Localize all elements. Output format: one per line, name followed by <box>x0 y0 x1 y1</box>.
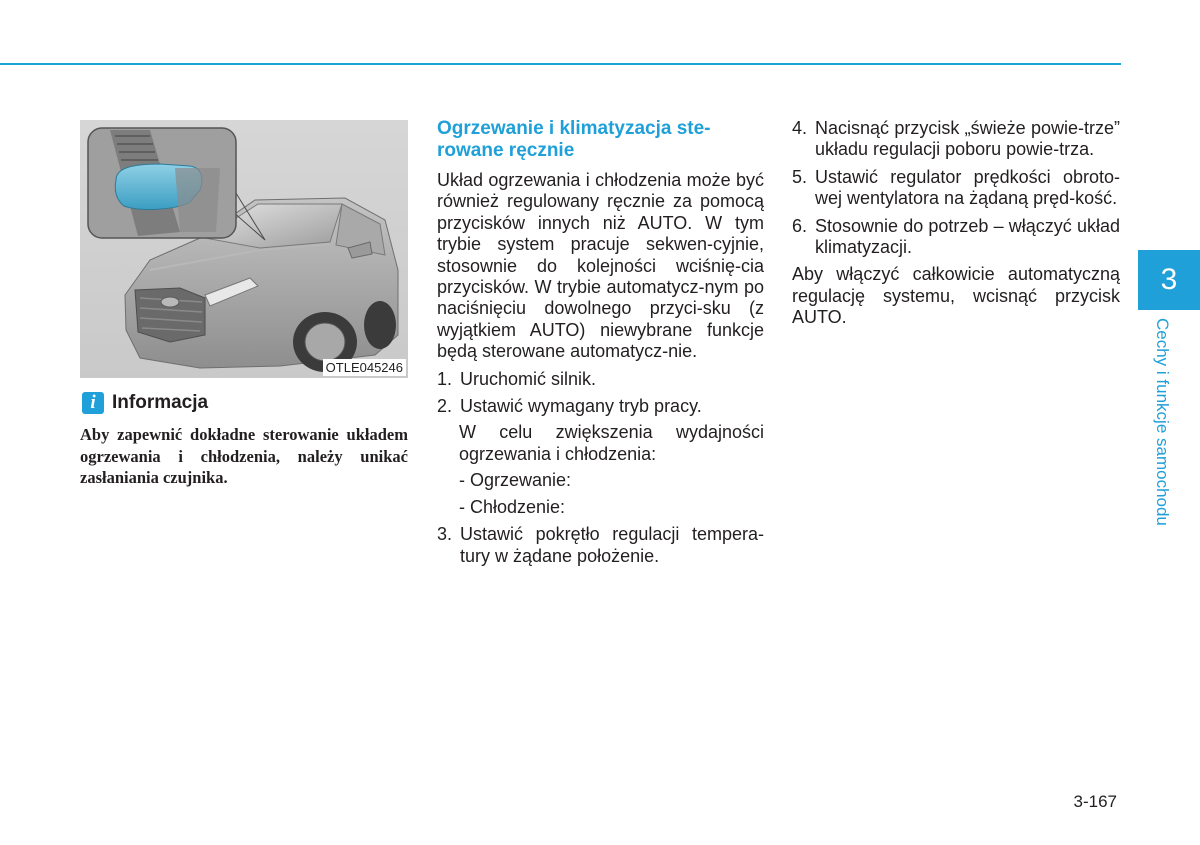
closing-paragraph: Aby włączyć całkowicie automatyczną regulację systemu, wcisnąć przycisk AUTO. <box>792 264 1120 328</box>
list-item <box>437 369 764 390</box>
page-number: 3-167 <box>1073 792 1117 811</box>
section-title: Ogrzewanie i klimatyzacja ste-rowane ręcznie <box>437 118 711 161</box>
info-title: Informacja <box>112 392 209 413</box>
figure-code: OTLE045246 <box>323 359 406 376</box>
car-illustration-svg <box>80 120 408 378</box>
list-number: 5. <box>792 166 808 187</box>
list-item <box>792 118 1120 161</box>
list-number: 1. <box>437 368 453 389</box>
info-heading <box>82 391 208 415</box>
list-text: Ustawić pokrętło regulacji tempera-tury w żądane położenie. <box>460 524 764 566</box>
list-text: Ustawić wymagany tryb pracy. <box>460 396 702 417</box>
step2-heating: - Ogrzewanie: <box>459 470 572 491</box>
chapter-label: Cechy i funkcje samochodu <box>1153 318 1172 526</box>
header-rule <box>0 63 1121 65</box>
step2-note: W celu zwiększenia wydajności ogrzewania i chłodzenia: <box>459 422 764 464</box>
list-number: 2. <box>437 396 453 417</box>
step2-cooling: - Chłodzenie: <box>459 496 566 517</box>
info-icon: i <box>82 392 104 414</box>
car-sensor-illustration <box>80 120 408 378</box>
list-text: Uruchomić silnik. <box>460 368 597 389</box>
list-text: Ustawić regulator prędkości obroto-wej wentylatora na żądaną pręd-kość. <box>815 166 1120 209</box>
section-intro: Układ ogrzewania i chłodzenia może być również regulowany ręcznie za pomocą przycisków innych niż AUTO. W tym trybie system pracuje sekwen-cyjnie, stosownie do kolejności wciśnię-cia przycisków. W trybie automatycz-nym po naciśnięciu dowolnego przyci-sku (z wyjątkiem AUTO) niewybrane funkcje będą sterowane automatycz-nie. <box>437 170 764 362</box>
list-number: 6. <box>792 215 808 236</box>
list-item <box>437 396 764 417</box>
list-text: Stosownie do potrzeb – włączyć układ klimatyzacji. <box>815 215 1120 258</box>
list-item <box>792 167 1120 210</box>
list-number: 4. <box>792 118 808 138</box>
main-column <box>437 118 764 567</box>
list-number: 3. <box>437 524 453 545</box>
right-column <box>792 118 1120 329</box>
info-body: Aby zapewnić dokładne sterowanie układem ogrzewania i chłodzenia, należy unikać zasłaniania czujnika. <box>80 425 408 487</box>
list-item <box>437 524 764 567</box>
chapter-label-wrapper <box>1152 318 1176 548</box>
list-text: Nacisnąć przycisk „świeże powie-trze” układu regulacji poboru powie-trza. <box>815 118 1120 160</box>
list-item <box>792 216 1120 259</box>
chapter-number-tab: 3 <box>1138 250 1200 310</box>
